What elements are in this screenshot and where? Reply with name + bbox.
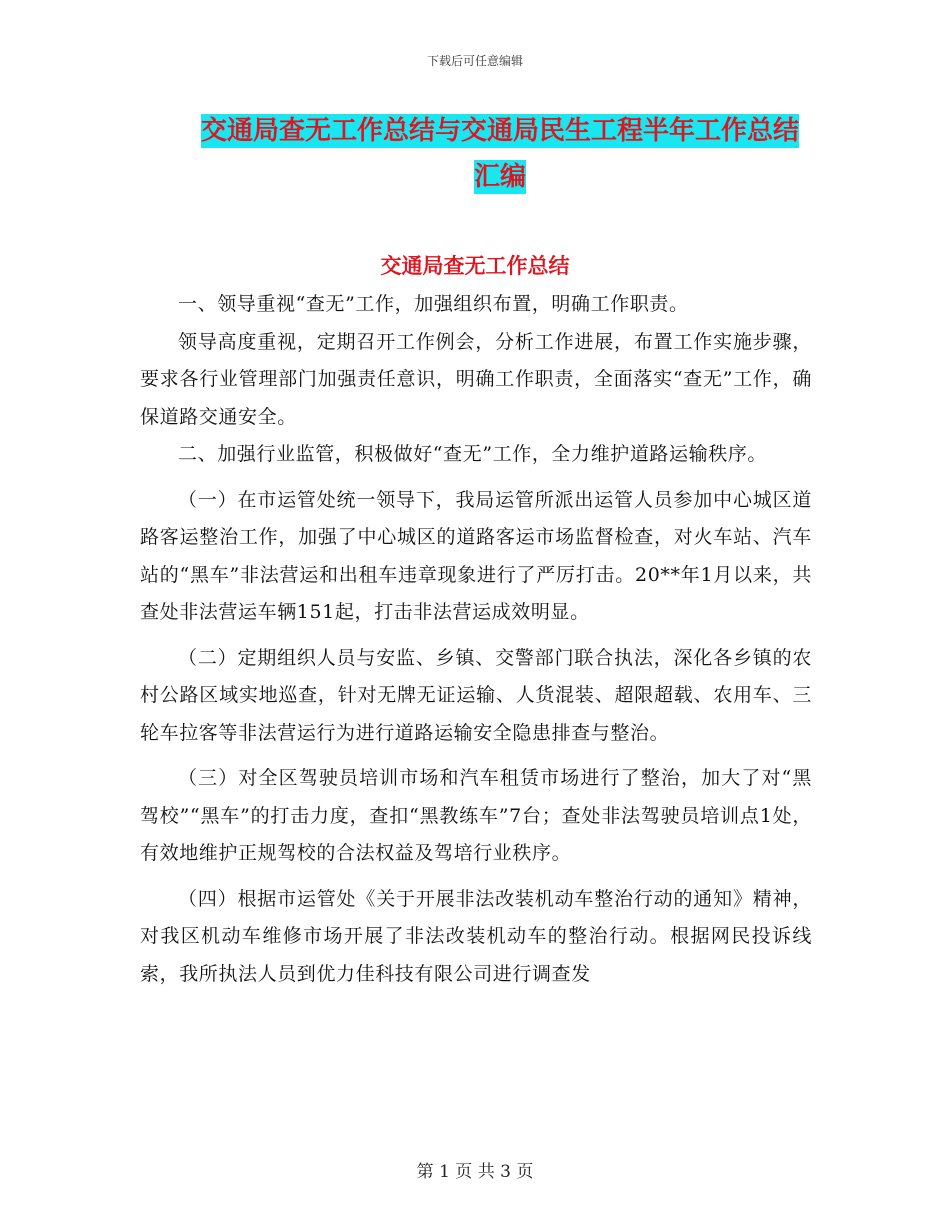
- paragraph: 领导高度重视，定期召开工作例会，分析工作进展，布置工作实施步骤，要求各行业管理部门加强责任意识，明确工作职责，全面落实“查无”工作，确保道路交通安全。: [140, 330, 812, 428]
- paragraph-heading-2: 二、加强行业监管，积极做好“查无”工作，全力维护道路运输秩序。: [178, 443, 768, 465]
- paragraph: （四）根据市运管处《关于开展非法改装机动车整治行动的通知》精神，对我区机动车维修市场开展了非法改装机动车的整治行动。根据网民投诉线索，我所执法人员到优力佳科技有限公司进行调查发: [140, 887, 812, 985]
- paragraph: （二）定期组织人员与安监、乡镇、交警部门联合执法，深化各乡镇的农村公路区域实地巡查，针对无牌无证运输、人货混装、超限超载、农用车、三轮车拉客等非法营运行为进行道路运输安全隐患排查与整治。: [140, 646, 812, 744]
- paragraph: （一）在市运管处统一领导下，我局运管所派出运管人员参加中心城区道路客运整治工作，加强了中心城区的道路客运市场监督检查，对火车站、汽车站的“黑车”非法营运和出租车违章现象进行了严厉打击。20**年1月以来，共查处非法营运车辆151起，打击非法营运成效明显。: [140, 488, 812, 623]
- page-number: 第 1 页 共 3 页: [416, 1162, 534, 1182]
- document-title: [140, 108, 860, 200]
- document-body: [140, 286, 812, 993]
- section-title: 交通局查无工作总结: [380, 253, 570, 278]
- paragraph: （三）对全区驾驶员培训市场和汽车租赁市场进行了整治，加大了对“黑驾校”“黑车”的打击力度，查扣“黑教练车”7台；查处非法驾驶员培训点1处，有效地维护正规驾校的合法权益及驾培行业秩序。: [140, 767, 812, 864]
- document-title-line-1: 交通局查无工作总结与交通局民生工程半年工作总结: [200, 116, 799, 146]
- document-title-line-2: 汇编: [473, 162, 526, 192]
- paragraph-heading-1: 一、领导重视“查无”工作，加强组织布置，明确工作职责。: [178, 293, 689, 315]
- header-note: 下载后可任意编辑: [426, 54, 523, 68]
